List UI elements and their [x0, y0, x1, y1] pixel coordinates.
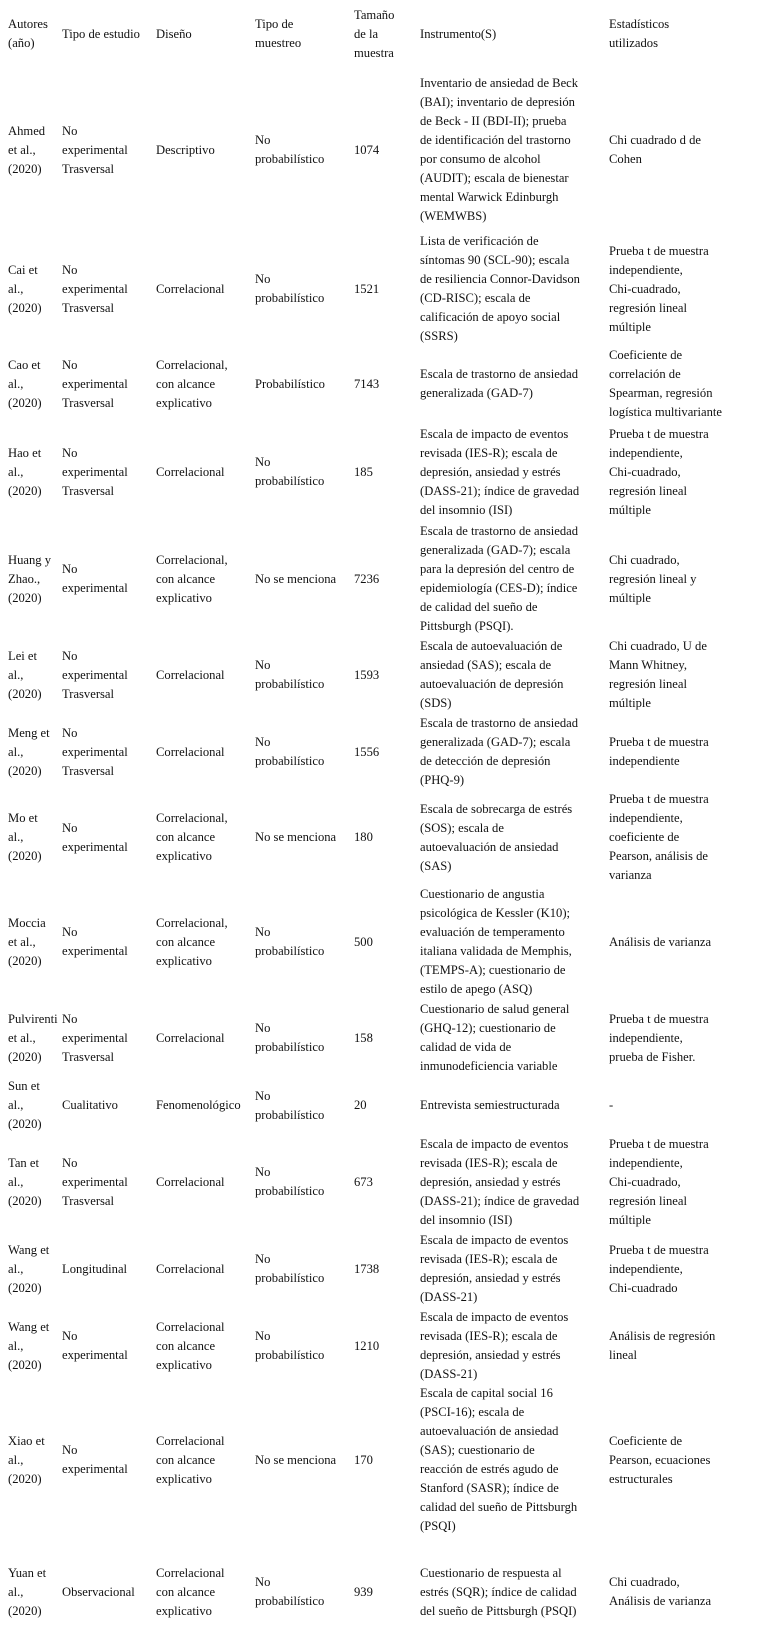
cell-sample-size: 1556 — [354, 744, 380, 759]
cell-sample-size: 170 — [354, 1452, 373, 1467]
cell-study-type: No experimental Trasversal — [62, 1011, 128, 1064]
table-row — [0, 1308, 764, 1384]
table-row — [0, 1077, 764, 1134]
cell-study-type: No experimental — [62, 562, 128, 595]
cell-study-type: No experimental — [62, 925, 128, 958]
cell-statistics: Prueba t de muestra independiente — [609, 735, 709, 768]
cell-sampling-type: No probabilístico — [255, 1021, 325, 1054]
cell-authors: Mo et al., (2020) — [8, 811, 42, 863]
table-row — [0, 636, 764, 714]
cell-statistics: Prueba t de muestra independiente, Chi-cuadrado, regresión lineal múltiple — [609, 426, 709, 517]
cell-sampling-type: No probabilístico — [255, 272, 325, 305]
cell-design: Descriptivo — [156, 142, 215, 157]
table-row — [0, 1384, 764, 1536]
table-row — [0, 346, 764, 422]
cell-study-type: No experimental Trasversal — [62, 725, 128, 778]
cell-authors: Tan et al., (2020) — [8, 1155, 42, 1208]
cell-study-type: No experimental — [62, 1329, 128, 1362]
cell-sample-size: 7236 — [354, 571, 380, 586]
cell-statistics: Chi cuadrado, regresión lineal y múltiple — [609, 552, 697, 605]
cell-instruments: Cuestionario de angustia psicológica de Kessler (K10); evaluación de temperamento italiana validada de Memphis, (TEMPS-A); cuestionario de estilo de apego (ASQ) — [420, 887, 572, 996]
cell-study-type: No experimental Trasversal — [62, 648, 128, 701]
cell-authors: Cao et al., (2020) — [8, 357, 42, 410]
cell-design: Correlacional con alcance explicativo — [156, 1433, 225, 1486]
cell-statistics: Prueba t de muestra independiente, prueba de Fisher. — [609, 1011, 709, 1064]
cell-authors: Xiao et al., (2020) — [8, 1433, 45, 1486]
table-row — [0, 422, 764, 522]
cell-design: Fenomenológico — [156, 1098, 241, 1112]
cell-design: Correlacional — [156, 464, 225, 479]
cell-sample-size: 7143 — [354, 376, 380, 391]
cell-sampling-type: No se menciona — [255, 1452, 337, 1467]
cell-study-type: No experimental Trasversal — [62, 357, 128, 410]
cell-sampling-type: No probabilístico — [255, 1575, 325, 1608]
cell-instruments: Escala de autoevaluación de ansiedad (SAS); escala de autoevaluación de depresión (SDS) — [420, 639, 564, 710]
header-statistics: Estadísticos utilizados — [609, 17, 670, 50]
cell-statistics: Coeficiente de correlación de Spearman, regresión logística multivariante — [609, 348, 722, 419]
cell-study-type: No experimental Trasversal — [62, 445, 128, 498]
cell-statistics: Prueba t de muestra independiente, Chi-cuadrado, regresión lineal múltiple — [609, 1136, 709, 1227]
header-sampling-type: Tipo de muestreo — [255, 17, 302, 50]
cell-instruments: Cuestionario de respuesta al estrés (SQR); índice de calidad del sueño de Pittsburgh (PSQI) — [420, 1565, 577, 1618]
table-row — [0, 999, 764, 1077]
header-study-type: Tipo de estudio — [62, 26, 140, 41]
cell-sampling-type: No probabilístico — [255, 1165, 325, 1198]
cell-instruments: Escala de trastorno de ansiedad generalizada (GAD-7); escala para la depresión del centro de epidemiología (CES-D); índice de calidad del sueño de Pittsburgh (PSQI). — [420, 524, 579, 633]
cell-statistics: Chi cuadrado, Análisis de varianza — [609, 1575, 712, 1608]
cell-statistics: Prueba t de muestra independiente, coeficiente de Pearson, análisis de varianza — [609, 792, 709, 882]
cell-design: Correlacional, con alcance explicativo — [156, 915, 228, 968]
cell-instruments: Escala de trastorno de ansiedad generalizada (GAD-7); escala de detección de depresión (PHQ-9) — [420, 716, 579, 787]
cell-authors: Ahmed et al., (2020) — [8, 123, 46, 176]
cell-instruments: Escala de impacto de eventos revisada (IES-R); escala de depresión, ansiedad y estrés (DASS-21) — [420, 1233, 569, 1304]
cell-authors: Yuan et al., (2020) — [8, 1565, 47, 1618]
cell-statistics: Prueba t de muestra independiente, Chi-cuadrado — [609, 1242, 709, 1295]
cell-design: Correlacional — [156, 281, 225, 296]
cell-authors: Huang y Zhao., (2020) — [8, 552, 52, 605]
cell-sample-size: 1074 — [354, 142, 380, 157]
cell-design: Correlacional — [156, 667, 225, 682]
cell-sample-size: 20 — [354, 1098, 367, 1112]
table-row — [0, 885, 764, 999]
cell-sampling-type: No probabilístico — [255, 658, 325, 691]
cell-study-type: No experimental Trasversal — [62, 262, 128, 315]
table-row — [0, 1134, 764, 1230]
cell-instruments: Escala de trastorno de ansiedad generalizada (GAD-7) — [420, 367, 579, 400]
cell-statistics: Chi cuadrado d de Cohen — [609, 133, 701, 166]
cell-sampling-type: No probabilístico — [255, 735, 325, 768]
cell-instruments: Lista de verificación de síntomas 90 (SCL-90); escala de resiliencia Connor-Davidson (CD-RISC); escala de calificación de apoyo social (SSRS) — [420, 234, 580, 343]
cell-authors: Lei et al., (2020) — [8, 648, 42, 701]
cell-sample-size: 158 — [354, 1030, 373, 1045]
cell-design: Correlacional, con alcance explicativo — [156, 552, 228, 605]
cell-sample-size: 1593 — [354, 667, 380, 682]
cell-authors: Meng et al., (2020) — [8, 725, 50, 778]
cell-statistics: Prueba t de muestra independiente, Chi-cuadrado, regresión lineal múltiple — [609, 243, 709, 334]
cell-authors: Pulvirenti et al., (2020) — [8, 1011, 58, 1064]
table-row — [0, 232, 764, 346]
cell-design: Correlacional con alcance explicativo — [156, 1319, 225, 1372]
cell-statistics: - — [609, 1098, 614, 1112]
cell-design: Correlacional, con alcance explicativo — [156, 357, 228, 410]
cell-sampling-type: Probabilístico — [255, 376, 325, 391]
cell-design: Correlacional con alcance explicativo — [156, 1565, 225, 1618]
cell-sample-size: 180 — [354, 830, 373, 844]
cell-sample-size: 1210 — [354, 1338, 380, 1353]
table-header-row — [0, 0, 764, 68]
cell-sampling-type: No probabilístico — [255, 1252, 325, 1285]
cell-authors: Moccia et al., (2020) — [8, 915, 46, 968]
cell-statistics: Chi cuadrado, U de Mann Whitney, regresión lineal múltiple — [609, 639, 707, 710]
cell-statistics: Análisis de regresión lineal — [609, 1329, 716, 1362]
table-row — [0, 1230, 764, 1308]
cell-design: Correlacional — [156, 1030, 225, 1045]
cell-sampling-type: No se menciona — [255, 830, 337, 844]
cell-statistics: Coeficiente de Pearson, ecuaciones estructurales — [609, 1433, 711, 1486]
cell-instruments: Entrevista semiestructurada — [420, 1098, 560, 1112]
cell-sample-size: 673 — [354, 1174, 373, 1189]
cell-sampling-type: No probabilístico — [255, 1329, 325, 1362]
cell-instruments: Escala de impacto de eventos revisada (IES-R); escala de depresión, ansiedad y estrés (DASS-21); índice de gravedad del insomnio (ISI) — [420, 426, 580, 517]
cell-authors: Wang et al., (2020) — [8, 1242, 50, 1295]
cell-study-type: Cualitativo — [62, 1098, 118, 1112]
cell-sampling-type: No se menciona — [255, 571, 337, 586]
header-design: Diseño — [156, 26, 192, 41]
cell-instruments: Escala de impacto de eventos revisada (IES-R); escala de depresión, ansiedad y estrés (DASS-21); índice de gravedad del insomnio (ISI) — [420, 1136, 580, 1227]
cell-design: Correlacional — [156, 1261, 225, 1276]
header-instruments: Instrumento(S) — [420, 26, 497, 41]
cell-sample-size: 500 — [354, 934, 373, 949]
cell-authors: Cai et al., (2020) — [8, 262, 42, 315]
header-sample-size: Tamaño de la muestra — [354, 7, 395, 60]
cell-sample-size: 939 — [354, 1584, 373, 1599]
cell-study-type: Longitudinal — [62, 1261, 128, 1276]
cell-statistics: Análisis de varianza — [609, 934, 712, 949]
table-row — [0, 68, 764, 232]
cell-sample-size: 1521 — [354, 281, 380, 296]
cell-sample-size: 185 — [354, 464, 373, 479]
cell-instruments: Escala de impacto de eventos revisada (IES-R); escala de depresión, ansiedad y estrés (DASS-21) — [420, 1310, 569, 1381]
cell-authors: Wang et al., (2020) — [8, 1319, 50, 1372]
table-row — [0, 714, 764, 790]
cell-instruments: Cuestionario de salud general (GHQ-12); cuestionario de calidad de vida de inmunodeficiencia variable — [420, 1002, 570, 1073]
cell-design: Correlacional, con alcance explicativo — [156, 811, 228, 863]
table-row — [0, 1536, 764, 1648]
cell-study-type: No experimental Trasversal — [62, 1155, 128, 1208]
cell-authors: Sun et al., (2020) — [8, 1079, 42, 1131]
cell-sampling-type: No probabilístico — [255, 1088, 325, 1122]
cell-study-type: No experimental — [62, 820, 128, 854]
cell-study-type: No experimental — [62, 1443, 128, 1476]
cell-study-type: Observacional — [62, 1584, 135, 1599]
cell-study-type: No experimental Trasversal — [62, 123, 128, 176]
cell-instruments: Escala de sobrecarga de estrés (SOS); escala de autoevaluación de ansiedad (SAS) — [420, 801, 573, 873]
cell-design: Correlacional — [156, 744, 225, 759]
cell-sampling-type: No probabilístico — [255, 133, 325, 166]
cell-sampling-type: No probabilístico — [255, 925, 325, 958]
table-row — [0, 522, 764, 636]
cell-sample-size: 1738 — [354, 1261, 380, 1276]
cell-instruments: Escala de capital social 16 (PSCI-16); escala de autoevaluación de ansiedad (SAS); cuestionario de reacción de estrés agudo de Stanford (SASR); índice de calidad del sueño de Pittsburgh (PSQI) — [420, 1386, 578, 1533]
cell-authors: Hao et al., (2020) — [8, 445, 42, 498]
cell-design: Correlacional — [156, 1174, 225, 1189]
cell-sampling-type: No probabilístico — [255, 455, 325, 488]
table-row — [0, 790, 764, 885]
cell-instruments: Inventario de ansiedad de Beck (BAI); inventario de depresión de Beck - II (BDI-II); prueba de identificación del trastorno por consumo de alcohol (AUDIT); escala de bienestar mental Warwick Edinburgh (WEMWBS) — [420, 76, 579, 223]
header-authors: Autores (año) — [8, 17, 48, 50]
